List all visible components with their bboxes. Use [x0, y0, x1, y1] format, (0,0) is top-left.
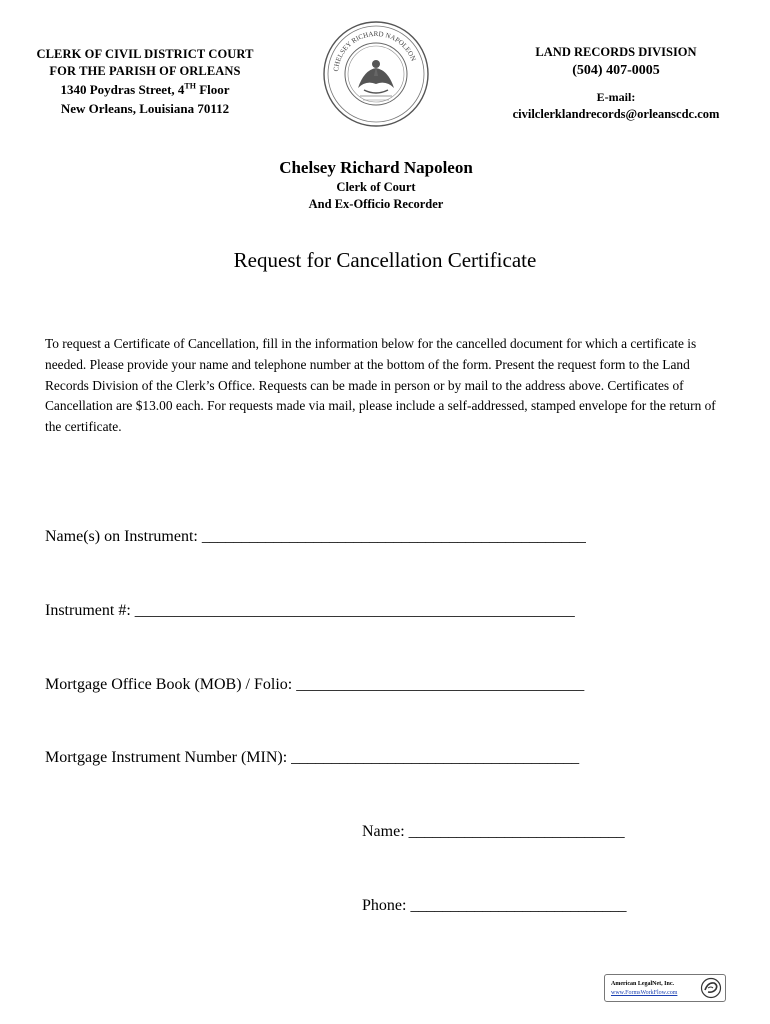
division-email: civilclerklandrecords@orleanscdc.com	[512, 107, 720, 121]
names-on-instrument-field[interactable]: Name(s) on Instrument: ________________________________________________	[45, 528, 586, 545]
street-address-text: 1340 Poydras Street, 4	[60, 82, 185, 97]
floor-text: Floor	[195, 82, 230, 97]
court-name-line1: CLERK OF CIVIL DISTRICT COURT	[36, 47, 254, 61]
clerk-name: Chelsey Richard Napoleon	[279, 158, 473, 177]
clerk-block	[0, 157, 752, 213]
email-label: E-mail:	[596, 90, 636, 104]
form-instructions: To request a Certificate of Cancellation, fill in the information below for the cancelled document for which a certificate is needed. Please provide your name and telephone number at the bottom of the form. Present the request form to the Land Records Division of the Clerk’s Office. Requests can be made in person or by mail to the address above. Certificates of Cancellation are $13.00 each. For requests made via mail, please include a self-addressed, stamped envelope for the return of the certificate.	[45, 336, 716, 435]
svg-text:CHELSEY RICHARD NAPOLEON: CHELSEY RICHARD NAPOLEON	[332, 29, 418, 72]
division-name: LAND RECORDS DIVISION	[535, 45, 697, 59]
american-legalnet-logo-icon	[700, 977, 722, 999]
floor-ordinal-suffix: TH	[184, 81, 196, 91]
clerk-title: Clerk of Court	[336, 180, 416, 194]
clerk-subtitle: And Ex-Officio Recorder	[308, 197, 444, 211]
court-name-line2: FOR THE PARISH OF ORLEANS	[49, 64, 241, 78]
land-records-contact-block	[495, 44, 737, 123]
footer-badge	[604, 974, 726, 1002]
form-title: Request for Cancellation Certificate	[233, 248, 537, 272]
footer-url-link[interactable]: www.FormsWorkFlow.com	[611, 990, 678, 996]
requester-name-field[interactable]: Name: ___________________________	[362, 823, 625, 840]
court-address-block	[20, 46, 270, 118]
min-field[interactable]: Mortgage Instrument Number (MIN): ____________________________________	[45, 749, 580, 766]
footer-company: American LegalNet, Inc.	[611, 981, 674, 987]
street-address	[20, 80, 270, 99]
division-phone: (504) 407-0005	[572, 63, 660, 78]
requester-phone-field[interactable]: Phone: ___________________________	[362, 897, 627, 914]
state-seal-pelican-icon	[320, 18, 432, 128]
instrument-number-field[interactable]: Instrument #: _______________________________________________________	[45, 602, 575, 619]
mob-folio-field[interactable]: Mortgage Office Book (MOB) / Folio: ____________________________________	[45, 676, 585, 693]
city-state-zip: New Orleans, Louisiana 70112	[60, 101, 230, 116]
